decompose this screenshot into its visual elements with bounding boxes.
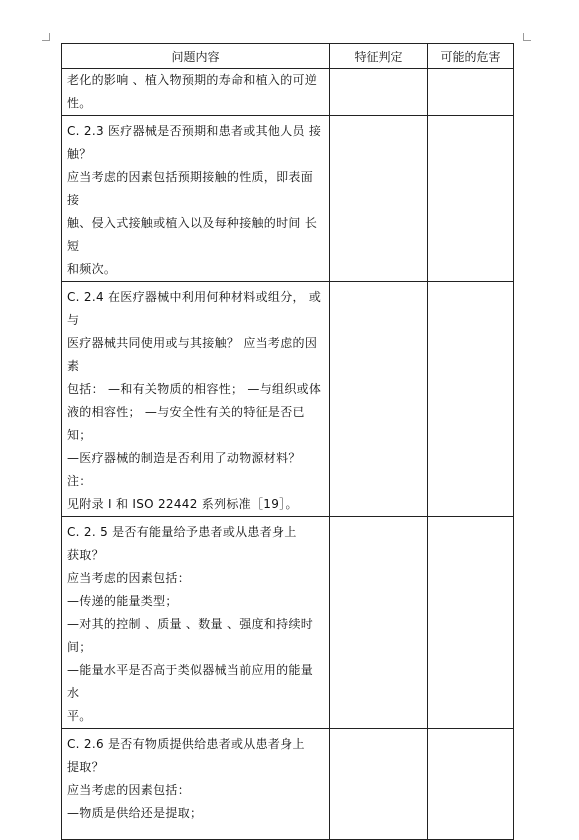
question-line: 触？ xyxy=(67,147,92,161)
hazard-cell[interactable] xyxy=(428,282,514,517)
table-row xyxy=(62,517,514,729)
crop-mark-left xyxy=(42,40,50,41)
feature-cell[interactable] xyxy=(330,729,428,840)
hazard-cell[interactable] xyxy=(428,69,514,116)
question-line: —对其的控制 、质量 、数量 、强度和持续时 xyxy=(67,617,314,631)
hazard-cell[interactable] xyxy=(428,116,514,282)
question-cell xyxy=(62,282,330,517)
question-line: C. 2.3 医疗器械是否预期和患者或其他人员 接 xyxy=(67,124,322,138)
question-line: 医疗器械共同使用或与其接触？ 应当考虑的因素 xyxy=(67,336,318,373)
table-header-row xyxy=(62,44,514,69)
question-line: C. 2.4 在医疗器械中利用何种材料或组分， 或与 xyxy=(67,290,322,327)
question-line: 液的相容性； —与安全性有关的特征是否已知； xyxy=(67,405,305,442)
table-row xyxy=(62,116,514,282)
question-line: 触、侵入式接触或植入以及每种接触的时间 长短 xyxy=(67,216,318,253)
question-cell xyxy=(62,729,330,840)
question-cell xyxy=(62,69,330,116)
question-line: 间； xyxy=(67,640,92,654)
question-line: 应当考虑的因素包括： xyxy=(67,571,191,585)
question-line: —能量水平是否高于类似器械当前应用的能量 水 xyxy=(67,663,314,700)
question-line: 老化的影响 、植入物预期的寿命和植入的可逆 性。 xyxy=(67,73,318,110)
question-line: C. 2. 5 是否有能量给予患者或从患者身上 xyxy=(67,525,297,539)
question-line: 见附录 I 和 ISO 22442 系列标准［19］。 xyxy=(67,497,298,511)
hazard-table xyxy=(61,43,514,840)
question-line: —医疗器械的制造是否利用了动物源材料？ 注： xyxy=(67,451,301,488)
question-line: 应当考虑的因素包括预期接触的性质，即表面 接 xyxy=(67,170,314,207)
feature-cell[interactable] xyxy=(330,69,428,116)
column-header-question: 问题内容 xyxy=(62,44,330,69)
question-line: 和频次。 xyxy=(67,262,117,276)
column-header-hazard: 可能的危害 xyxy=(428,44,514,69)
feature-cell[interactable] xyxy=(330,282,428,517)
column-header-feature: 特征判定 xyxy=(330,44,428,69)
hazard-cell[interactable] xyxy=(428,729,514,840)
question-line: C. 2.6 是否有物质提供给患者或从患者身上 xyxy=(67,737,305,751)
question-cell xyxy=(62,116,330,282)
question-cell xyxy=(62,517,330,729)
feature-cell[interactable] xyxy=(330,517,428,729)
feature-cell[interactable] xyxy=(330,116,428,282)
crop-mark-right xyxy=(523,40,531,41)
hazard-cell[interactable] xyxy=(428,517,514,729)
question-line: 包括： —和有关物质的相容性； —与组织或体 xyxy=(67,382,322,396)
question-line: 平。 xyxy=(67,709,92,723)
table-row xyxy=(62,69,514,116)
question-line: 获取？ xyxy=(67,548,104,562)
question-line: 提取？ xyxy=(67,760,104,774)
question-line: —物质是供给还是提取； xyxy=(67,806,203,820)
question-line: —传递的能量类型； xyxy=(67,594,178,608)
question-line: 应当考虑的因素包括： xyxy=(67,783,191,797)
table-row xyxy=(62,282,514,517)
table-row xyxy=(62,729,514,840)
